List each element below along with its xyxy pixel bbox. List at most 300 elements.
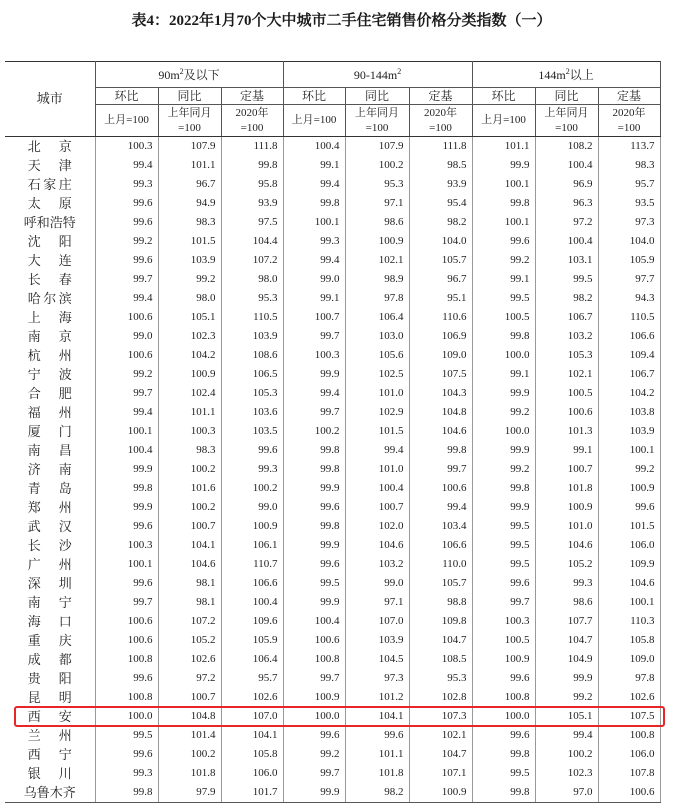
base-label-line: =100 xyxy=(617,121,641,134)
index-small-base: 101.7 xyxy=(221,783,283,803)
index-large-base: 104.2 xyxy=(598,384,660,403)
index-large-mom: 99.1 xyxy=(472,270,535,289)
index-medium-yoy: 101.8 xyxy=(345,764,409,783)
index-small-mom: 99.6 xyxy=(95,194,158,213)
index-medium-mom: 99.8 xyxy=(283,517,345,536)
index-medium-yoy: 102.0 xyxy=(345,517,409,536)
index-small-yoy: 105.1 xyxy=(158,308,221,327)
index-small-base: 106.6 xyxy=(221,574,283,593)
index-medium-base: 102.8 xyxy=(409,688,472,707)
city-name: 兰州 xyxy=(27,728,72,743)
index-small-base: 104.4 xyxy=(221,232,283,251)
index-medium-mom: 99.7 xyxy=(283,403,345,422)
index-large-base: 98.3 xyxy=(598,156,660,175)
index-large-yoy: 99.2 xyxy=(535,688,598,707)
index-large-mom: 99.8 xyxy=(472,327,535,346)
index-small-yoy: 98.1 xyxy=(158,593,221,612)
city-name: 济南 xyxy=(27,462,72,477)
index-medium-base: 104.7 xyxy=(409,631,472,650)
city-name: 西安 xyxy=(27,709,72,724)
table-row xyxy=(5,574,660,593)
index-medium-base: 110.6 xyxy=(409,308,472,327)
city-cell xyxy=(5,498,95,517)
city-cell xyxy=(5,384,95,403)
index-small-yoy: 100.2 xyxy=(158,498,221,517)
index-medium-mom: 100.4 xyxy=(283,137,345,157)
index-small-yoy: 100.7 xyxy=(158,517,221,536)
index-small-mom: 99.8 xyxy=(95,783,158,803)
index-large-mom: 99.8 xyxy=(472,745,535,764)
index-medium-mom: 99.7 xyxy=(283,764,345,783)
index-medium-base: 109.8 xyxy=(409,612,472,631)
city-cell xyxy=(5,726,95,745)
index-large-yoy: 101.0 xyxy=(535,517,598,536)
index-small-mom: 100.1 xyxy=(95,555,158,574)
city-cell xyxy=(5,631,95,650)
index-large-base: 94.3 xyxy=(598,289,660,308)
table-row xyxy=(5,327,660,346)
index-small-base: 106.4 xyxy=(221,650,283,669)
measure-header-medium-base: 定基 xyxy=(409,88,472,105)
index-medium-mom: 99.6 xyxy=(283,555,345,574)
index-medium-mom: 99.6 xyxy=(283,726,345,745)
index-small-mom: 100.6 xyxy=(95,346,158,365)
index-medium-yoy: 104.6 xyxy=(345,536,409,555)
index-medium-mom: 100.4 xyxy=(283,612,345,631)
index-medium-base: 102.1 xyxy=(409,726,472,745)
index-medium-mom: 99.8 xyxy=(283,194,345,213)
index-small-yoy: 105.2 xyxy=(158,631,221,650)
index-small-base: 104.1 xyxy=(221,726,283,745)
base-label-line: 上月=100 xyxy=(481,114,526,126)
index-large-mom: 100.1 xyxy=(472,175,535,194)
index-medium-base: 98.2 xyxy=(409,213,472,232)
index-small-mom: 99.4 xyxy=(95,289,158,308)
group-header-small xyxy=(95,62,283,88)
index-large-mom: 99.6 xyxy=(472,574,535,593)
index-medium-yoy: 102.9 xyxy=(345,403,409,422)
index-small-mom: 100.6 xyxy=(95,308,158,327)
index-large-mom: 100.9 xyxy=(472,650,535,669)
index-small-mom: 100.1 xyxy=(95,422,158,441)
city-cell xyxy=(5,707,95,726)
index-medium-mom: 100.9 xyxy=(283,688,345,707)
index-small-base: 95.8 xyxy=(221,175,283,194)
index-medium-yoy: 101.5 xyxy=(345,422,409,441)
city-cell xyxy=(5,441,95,460)
city-name: 乌鲁木齐 xyxy=(23,785,76,800)
index-small-mom: 99.9 xyxy=(95,498,158,517)
base-label-line: 2020年 xyxy=(235,106,269,119)
index-large-base: 109.0 xyxy=(598,650,660,669)
index-small-base: 110.7 xyxy=(221,555,283,574)
index-large-base: 113.7 xyxy=(598,137,660,157)
city-cell xyxy=(5,460,95,479)
index-large-base: 106.0 xyxy=(598,745,660,764)
index-large-mom: 99.1 xyxy=(472,365,535,384)
city-cell xyxy=(5,669,95,688)
index-medium-mom: 99.0 xyxy=(283,270,345,289)
measure-header-medium-mom: 环比 xyxy=(283,88,345,105)
table-row xyxy=(5,555,660,574)
index-large-yoy: 99.4 xyxy=(535,726,598,745)
city-name: 沈阳 xyxy=(27,234,72,249)
index-large-yoy: 96.3 xyxy=(535,194,598,213)
city-cell xyxy=(5,194,95,213)
base-label-line: 2020年 xyxy=(612,106,646,119)
city-name: 深圳 xyxy=(27,576,72,591)
table-row xyxy=(5,498,660,517)
index-small-mom: 100.3 xyxy=(95,536,158,555)
index-medium-yoy: 100.7 xyxy=(345,498,409,517)
index-large-yoy: 105.3 xyxy=(535,346,598,365)
city-name: 南京 xyxy=(27,329,72,344)
index-large-base: 100.1 xyxy=(598,593,660,612)
index-small-yoy: 103.9 xyxy=(158,251,221,270)
index-large-yoy: 97.0 xyxy=(535,783,598,803)
index-medium-base: 105.7 xyxy=(409,251,472,270)
index-small-yoy: 98.3 xyxy=(158,441,221,460)
index-small-base: 97.5 xyxy=(221,213,283,232)
city-cell xyxy=(5,308,95,327)
table-row xyxy=(5,764,660,783)
index-large-base: 109.9 xyxy=(598,555,660,574)
index-large-yoy: 106.7 xyxy=(535,308,598,327)
city-cell xyxy=(5,232,95,251)
index-medium-mom: 100.8 xyxy=(283,650,345,669)
index-medium-mom: 99.8 xyxy=(283,460,345,479)
index-medium-yoy: 103.0 xyxy=(345,327,409,346)
index-small-yoy: 101.6 xyxy=(158,479,221,498)
index-small-yoy: 101.1 xyxy=(158,403,221,422)
index-large-mom: 99.9 xyxy=(472,156,535,175)
index-small-base: 107.2 xyxy=(221,251,283,270)
index-large-base: 100.8 xyxy=(598,726,660,745)
table-row xyxy=(5,137,660,157)
index-large-mom: 99.8 xyxy=(472,479,535,498)
index-small-mom: 100.6 xyxy=(95,612,158,631)
index-large-mom: 100.8 xyxy=(472,688,535,707)
table-header xyxy=(5,62,660,137)
index-large-mom: 99.2 xyxy=(472,403,535,422)
city-cell xyxy=(5,403,95,422)
index-large-base: 99.2 xyxy=(598,460,660,479)
index-medium-yoy: 100.9 xyxy=(345,232,409,251)
index-small-mom: 99.7 xyxy=(95,270,158,289)
table-row xyxy=(5,536,660,555)
base-header-small-base xyxy=(221,105,283,137)
index-large-mom: 99.5 xyxy=(472,517,535,536)
index-medium-yoy: 98.2 xyxy=(345,783,409,803)
base-header-large-base xyxy=(598,105,660,137)
table-row xyxy=(5,422,660,441)
index-large-mom: 100.0 xyxy=(472,346,535,365)
index-medium-base: 104.6 xyxy=(409,422,472,441)
index-medium-base: 104.7 xyxy=(409,745,472,764)
table-row xyxy=(5,479,660,498)
city-cell xyxy=(5,612,95,631)
index-small-yoy: 104.1 xyxy=(158,536,221,555)
index-small-base: 99.3 xyxy=(221,460,283,479)
index-large-yoy: 101.3 xyxy=(535,422,598,441)
city-cell xyxy=(5,555,95,574)
table-row xyxy=(5,156,660,175)
city-name: 厦门 xyxy=(27,424,72,439)
table-row xyxy=(5,441,660,460)
table-row xyxy=(5,460,660,479)
index-large-mom: 100.0 xyxy=(472,707,535,726)
base-header-small-yoy xyxy=(158,105,221,137)
index-small-yoy: 96.7 xyxy=(158,175,221,194)
city-name: 广州 xyxy=(27,557,72,572)
index-large-base: 100.1 xyxy=(598,441,660,460)
index-large-yoy: 100.7 xyxy=(535,460,598,479)
city-cell xyxy=(5,346,95,365)
index-medium-yoy: 102.1 xyxy=(345,251,409,270)
city-name: 福州 xyxy=(27,405,72,420)
table-row xyxy=(5,688,660,707)
index-small-base: 106.1 xyxy=(221,536,283,555)
index-medium-mom: 99.6 xyxy=(283,498,345,517)
index-large-yoy: 98.2 xyxy=(535,289,598,308)
measure-header-small-yoy: 同比 xyxy=(158,88,221,105)
index-medium-mom: 99.4 xyxy=(283,384,345,403)
index-large-mom: 100.1 xyxy=(472,213,535,232)
index-small-base: 95.3 xyxy=(221,289,283,308)
table-row xyxy=(5,251,660,270)
city-name: 昆明 xyxy=(27,690,72,705)
city-cell xyxy=(5,365,95,384)
index-medium-mom: 99.4 xyxy=(283,251,345,270)
index-small-mom: 99.4 xyxy=(95,156,158,175)
city-cell xyxy=(5,688,95,707)
index-medium-yoy: 104.5 xyxy=(345,650,409,669)
index-large-base: 102.6 xyxy=(598,688,660,707)
index-large-base: 110.5 xyxy=(598,308,660,327)
table-row xyxy=(5,213,660,232)
index-large-yoy: 108.2 xyxy=(535,137,598,157)
index-small-yoy: 100.3 xyxy=(158,422,221,441)
index-large-base: 106.7 xyxy=(598,365,660,384)
base-header-medium-yoy xyxy=(345,105,409,137)
city-cell xyxy=(5,745,95,764)
table-row xyxy=(5,745,660,764)
index-small-yoy: 101.4 xyxy=(158,726,221,745)
group-label-suffix: 及以下 xyxy=(183,67,220,82)
index-small-yoy: 98.0 xyxy=(158,289,221,308)
index-small-base: 95.7 xyxy=(221,669,283,688)
index-medium-base: 107.3 xyxy=(409,707,472,726)
index-large-yoy: 100.4 xyxy=(535,156,598,175)
city-cell xyxy=(5,517,95,536)
index-medium-mom: 99.9 xyxy=(283,536,345,555)
index-large-mom: 99.6 xyxy=(472,232,535,251)
index-small-yoy: 94.9 xyxy=(158,194,221,213)
index-medium-yoy: 97.8 xyxy=(345,289,409,308)
index-large-yoy: 105.1 xyxy=(535,707,598,726)
city-name: 海口 xyxy=(27,614,72,629)
city-cell xyxy=(5,422,95,441)
city-name: 太原 xyxy=(27,196,72,211)
city-name: 大连 xyxy=(27,253,72,268)
index-medium-mom: 99.3 xyxy=(283,232,345,251)
index-small-yoy: 98.3 xyxy=(158,213,221,232)
index-large-base: 95.7 xyxy=(598,175,660,194)
base-label-line: 上年同月 xyxy=(167,106,212,119)
index-large-mom: 99.8 xyxy=(472,194,535,213)
index-medium-base: 107.1 xyxy=(409,764,472,783)
city-cell xyxy=(5,270,95,289)
index-small-base: 99.0 xyxy=(221,498,283,517)
table-row xyxy=(5,726,660,745)
index-small-mom: 99.4 xyxy=(95,403,158,422)
city-name: 合肥 xyxy=(27,386,72,401)
index-medium-base: 109.0 xyxy=(409,346,472,365)
index-small-mom: 99.7 xyxy=(95,593,158,612)
index-medium-base: 100.6 xyxy=(409,479,472,498)
index-small-base: 103.5 xyxy=(221,422,283,441)
index-large-base: 107.8 xyxy=(598,764,660,783)
index-medium-mom: 100.7 xyxy=(283,308,345,327)
city-cell xyxy=(5,536,95,555)
index-medium-yoy: 103.2 xyxy=(345,555,409,574)
index-small-yoy: 100.2 xyxy=(158,460,221,479)
index-medium-base: 108.5 xyxy=(409,650,472,669)
index-large-mom: 99.6 xyxy=(472,669,535,688)
table-row xyxy=(5,232,660,251)
index-medium-yoy: 107.0 xyxy=(345,612,409,631)
index-medium-mom: 100.0 xyxy=(283,707,345,726)
city-name: 杭州 xyxy=(27,348,72,363)
index-medium-yoy: 97.1 xyxy=(345,593,409,612)
index-large-yoy: 102.3 xyxy=(535,764,598,783)
index-small-yoy: 98.1 xyxy=(158,574,221,593)
index-large-yoy: 99.1 xyxy=(535,441,598,460)
index-large-base: 106.0 xyxy=(598,536,660,555)
table-row xyxy=(5,175,660,194)
index-medium-mom: 99.4 xyxy=(283,175,345,194)
city-cell xyxy=(5,479,95,498)
city-cell xyxy=(5,156,95,175)
index-large-base: 103.8 xyxy=(598,403,660,422)
index-large-mom: 99.8 xyxy=(472,783,535,803)
index-small-mom: 99.0 xyxy=(95,327,158,346)
index-large-yoy: 102.1 xyxy=(535,365,598,384)
index-medium-yoy: 101.0 xyxy=(345,460,409,479)
index-small-mom: 99.2 xyxy=(95,232,158,251)
group-label: 90m xyxy=(158,67,180,82)
city-cell xyxy=(5,764,95,783)
index-large-mom: 99.2 xyxy=(472,251,535,270)
base-label-line: 上月=100 xyxy=(291,114,337,126)
index-medium-mom: 100.6 xyxy=(283,631,345,650)
index-small-base: 107.0 xyxy=(221,707,283,726)
index-small-mom: 100.6 xyxy=(95,631,158,650)
index-small-mom: 99.6 xyxy=(95,574,158,593)
city-name: 西宁 xyxy=(27,747,72,762)
index-small-base: 103.6 xyxy=(221,403,283,422)
table-row xyxy=(5,650,660,669)
city-name: 重庆 xyxy=(27,633,72,648)
index-large-yoy: 104.7 xyxy=(535,631,598,650)
index-large-mom: 100.5 xyxy=(472,308,535,327)
index-medium-yoy: 97.1 xyxy=(345,194,409,213)
base-label-line: =100 xyxy=(555,121,578,134)
index-large-base: 110.3 xyxy=(598,612,660,631)
index-medium-mom: 99.1 xyxy=(283,156,345,175)
index-large-mom: 99.7 xyxy=(472,593,535,612)
index-small-mom: 99.3 xyxy=(95,764,158,783)
table-row xyxy=(5,289,660,308)
index-small-base: 100.9 xyxy=(221,517,283,536)
index-small-base: 98.0 xyxy=(221,270,283,289)
index-small-yoy: 104.2 xyxy=(158,346,221,365)
index-large-yoy: 105.2 xyxy=(535,555,598,574)
index-small-yoy: 100.9 xyxy=(158,365,221,384)
index-large-yoy: 104.9 xyxy=(535,650,598,669)
index-medium-base: 111.8 xyxy=(409,137,472,157)
index-small-yoy: 104.8 xyxy=(158,707,221,726)
index-large-yoy: 99.5 xyxy=(535,270,598,289)
city-name: 石家庄 xyxy=(27,177,72,192)
index-large-base: 100.9 xyxy=(598,479,660,498)
index-large-yoy: 100.6 xyxy=(535,403,598,422)
index-medium-yoy: 102.5 xyxy=(345,365,409,384)
index-medium-base: 110.0 xyxy=(409,555,472,574)
index-large-yoy: 107.7 xyxy=(535,612,598,631)
city-name: 南昌 xyxy=(27,443,72,458)
base-label-line: 2020年 xyxy=(424,106,458,119)
index-large-mom: 100.5 xyxy=(472,631,535,650)
index-medium-base: 96.7 xyxy=(409,270,472,289)
index-large-base: 103.9 xyxy=(598,422,660,441)
city-name: 哈尔滨 xyxy=(27,291,72,306)
index-medium-base: 107.5 xyxy=(409,365,472,384)
index-small-yoy: 99.2 xyxy=(158,270,221,289)
index-medium-mom: 99.9 xyxy=(283,783,345,803)
base-header-small-mom xyxy=(95,105,158,137)
index-large-base: 97.7 xyxy=(598,270,660,289)
index-small-yoy: 104.6 xyxy=(158,555,221,574)
index-small-yoy: 97.2 xyxy=(158,669,221,688)
index-small-yoy: 100.2 xyxy=(158,745,221,764)
index-medium-base: 100.9 xyxy=(409,783,472,803)
index-large-mom: 99.5 xyxy=(472,764,535,783)
index-medium-base: 104.0 xyxy=(409,232,472,251)
index-large-base: 104.0 xyxy=(598,232,660,251)
city-name: 天津 xyxy=(27,158,72,173)
index-medium-yoy: 97.3 xyxy=(345,669,409,688)
index-small-mom: 99.2 xyxy=(95,365,158,384)
index-medium-mom: 100.3 xyxy=(283,346,345,365)
base-label-line: =100 xyxy=(365,121,389,134)
city-cell xyxy=(5,137,95,157)
index-small-base: 105.9 xyxy=(221,631,283,650)
index-small-mom: 99.5 xyxy=(95,726,158,745)
index-medium-base: 99.8 xyxy=(409,441,472,460)
index-small-mom: 100.8 xyxy=(95,650,158,669)
index-medium-yoy: 101.2 xyxy=(345,688,409,707)
base-header-medium-base xyxy=(409,105,472,137)
table-row xyxy=(5,612,660,631)
table-row xyxy=(5,384,660,403)
index-small-mom: 99.6 xyxy=(95,669,158,688)
index-small-mom: 99.7 xyxy=(95,384,158,403)
city-name: 宁波 xyxy=(27,367,72,382)
index-medium-base: 105.7 xyxy=(409,574,472,593)
table-row xyxy=(5,517,660,536)
index-small-yoy: 102.3 xyxy=(158,327,221,346)
